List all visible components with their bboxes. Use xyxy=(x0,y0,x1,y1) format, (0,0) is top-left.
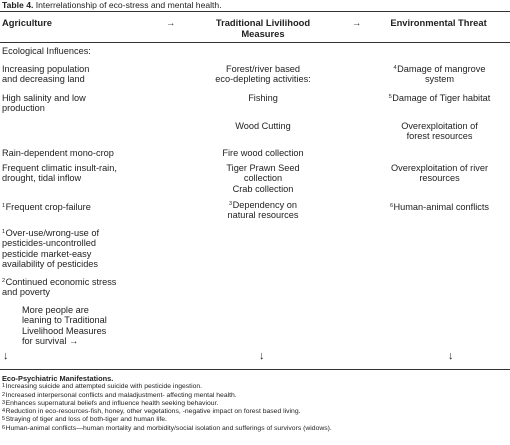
cell-r2-threat xyxy=(367,93,510,103)
footnote-text: Increasing suicide and attempted suicide with pesticide ingestion. xyxy=(5,383,203,391)
cell-r1-c1-line1: Increasing population xyxy=(2,64,90,74)
cell-r4-livelihood: Fire wood collection xyxy=(222,148,304,158)
cell-r7-c1-line1 xyxy=(2,228,99,238)
cell-r6-c3-text: Human-animal conflicts xyxy=(393,202,490,212)
footnote-marker: 1 xyxy=(2,229,6,235)
header-environmental-threat: Environmental Threat xyxy=(390,17,487,28)
cell-r6-livelihood xyxy=(188,200,338,221)
footnote-marker: 6 xyxy=(389,203,394,209)
footnote-text: Enhances supernatural beliefs and influence health seeking behaviour. xyxy=(5,399,219,407)
footnote-marker: 3 xyxy=(2,399,6,406)
cell-r9-c1-line2: leaning to Traditional xyxy=(22,315,107,326)
cell-r3-c3-line1: Overexploitation of xyxy=(401,121,478,131)
caption-text: Interrelationship of eco-stress and mental health. xyxy=(33,0,222,10)
cell-ecological-influences: Ecological Influences: xyxy=(2,46,91,56)
footnote-marker: 5 xyxy=(2,416,6,423)
cell-r5-livelihood xyxy=(188,163,338,194)
header-rule xyxy=(0,42,510,43)
footnote-text: Increased interpersonal conflicts and maladjustment- affecting mental health. xyxy=(5,391,237,399)
footnote-marker: 4 xyxy=(393,65,397,71)
cell-r7-c1-line3: pesticide market-easy xyxy=(2,248,92,259)
cell-r7-c1-line4: availability of pesticides xyxy=(2,259,99,270)
cell-r9-c1-line4: for survival → xyxy=(22,336,79,347)
cell-r5-c3-line1: Overexploitation of river xyxy=(390,163,489,173)
bottom-rule xyxy=(0,369,510,370)
top-rule xyxy=(0,11,510,12)
cell-r5-c2-line2: collection xyxy=(243,173,283,184)
footnote-text: Straying of tiger and loss of both-tiger and human life. xyxy=(5,416,167,424)
cell-r3-livelihood: Wood Cutting xyxy=(235,121,291,131)
cell-r2-c1-line2: production xyxy=(2,103,45,114)
cell-r5-threat xyxy=(367,163,510,184)
cell-r1-threat xyxy=(367,64,510,85)
cell-r8-c1-line2: and poverty xyxy=(2,287,51,298)
cell-r4-agriculture: Rain-dependent mono-crop xyxy=(2,148,114,158)
footnotes xyxy=(2,375,332,433)
header-traditional-livelihood xyxy=(188,17,338,39)
cell-r1-c3-text: Damage of mangrove xyxy=(397,64,486,74)
cell-r5-c1-line2: drought, tidal inflow xyxy=(2,173,82,184)
cell-r9-agriculture xyxy=(22,305,107,347)
footnotes-title: Eco-Psychiatric Manifestations. xyxy=(2,374,114,383)
header-arrow-2: → xyxy=(352,17,362,28)
footnote-marker: 3 xyxy=(229,201,233,207)
footnote-marker: 1 xyxy=(2,383,6,390)
cell-r6-threat xyxy=(367,202,510,212)
cell-r1-livelihood xyxy=(188,64,338,85)
header-col2-line2: Measures xyxy=(241,28,285,39)
cell-r7-c1-line2: pesticides-uncontrolled xyxy=(2,238,96,249)
cell-r5-c2-line3: Crab collection xyxy=(232,183,294,194)
cell-r2-c1-line1: High salinity and low xyxy=(2,93,86,103)
cell-r1-agriculture xyxy=(2,64,89,85)
footnote-item xyxy=(2,408,332,416)
cell-r6-c2-line1 xyxy=(188,200,338,210)
cell-r6-agriculture xyxy=(2,202,91,212)
table-caption xyxy=(2,0,222,10)
header-col2-line1: Traditional Livilihood xyxy=(215,17,311,28)
footnote-item xyxy=(2,400,332,408)
cell-r1-c3-line2: system xyxy=(424,74,455,85)
cell-r1-c2-line1: Forest/river based xyxy=(225,64,301,74)
cell-r3-threat xyxy=(367,121,510,142)
cell-r5-c1-line1: Frequent climatic insult-rain, xyxy=(2,163,117,173)
cell-r6-c2-line2: natural resources xyxy=(227,210,299,221)
cell-r6-c2-text: Dependency on xyxy=(232,200,297,210)
cell-r9-c1-line1: More people are xyxy=(22,305,89,315)
cell-r3-c3-line2: forest resources xyxy=(406,131,473,142)
cell-r5-agriculture xyxy=(2,163,117,184)
footnote-marker: 5 xyxy=(388,94,392,100)
cell-r1-c3-line1 xyxy=(367,64,510,74)
footnote-item xyxy=(2,383,332,391)
header-arrow-1: → xyxy=(166,17,176,28)
cell-r8-agriculture xyxy=(2,277,116,298)
cell-r2-agriculture xyxy=(2,93,86,114)
footnote-marker: 6 xyxy=(2,424,6,431)
cell-r8-c1-text: Continued economic stress xyxy=(5,277,117,287)
down-arrow-col1: ↓ xyxy=(3,350,9,362)
cell-r2-c3-text: Damage of Tiger habitat xyxy=(392,93,491,103)
footnote-text: Reduction in eco-resources-fish, honey, other vegetations, -negative impact on forest based living. xyxy=(5,408,301,416)
header-agriculture: Agriculture xyxy=(2,17,53,28)
cell-r7-agriculture xyxy=(2,228,99,270)
footnote-item xyxy=(2,425,332,433)
footnote-marker: 2 xyxy=(2,278,6,284)
cell-r1-c1-line2: and decreasing land xyxy=(2,74,85,85)
footnote-text: Human-animal conflicts—human mortality and morbidity/social isolation and sufferings of survivors (widows). xyxy=(5,424,332,432)
caption-label: Table 4. xyxy=(2,0,34,10)
down-arrow-col2: ↓ xyxy=(259,350,265,362)
cell-r2-livelihood: Fishing xyxy=(248,93,278,103)
footnote-item xyxy=(2,392,332,400)
footnote-marker: 1 xyxy=(2,203,6,209)
footnote-marker: 4 xyxy=(2,408,6,415)
cell-r7-c1-text: Over-use/wrong-use of xyxy=(5,228,100,238)
footnote-marker: 2 xyxy=(2,391,6,398)
cell-r9-c1-line3: Livelihood Measures xyxy=(22,325,107,336)
cell-r5-c3-line2: resources xyxy=(419,173,460,184)
down-arrow-col3: ↓ xyxy=(448,350,454,362)
cell-r5-c2-line1: Tiger Prawn Seed xyxy=(226,163,300,173)
footnote-item xyxy=(2,416,332,424)
cell-r1-c2-line2: eco-depleting activities: xyxy=(215,74,311,85)
cell-r8-c1-line1 xyxy=(2,277,116,287)
cell-r6-c1-text: Frequent crop-failure xyxy=(5,202,91,212)
